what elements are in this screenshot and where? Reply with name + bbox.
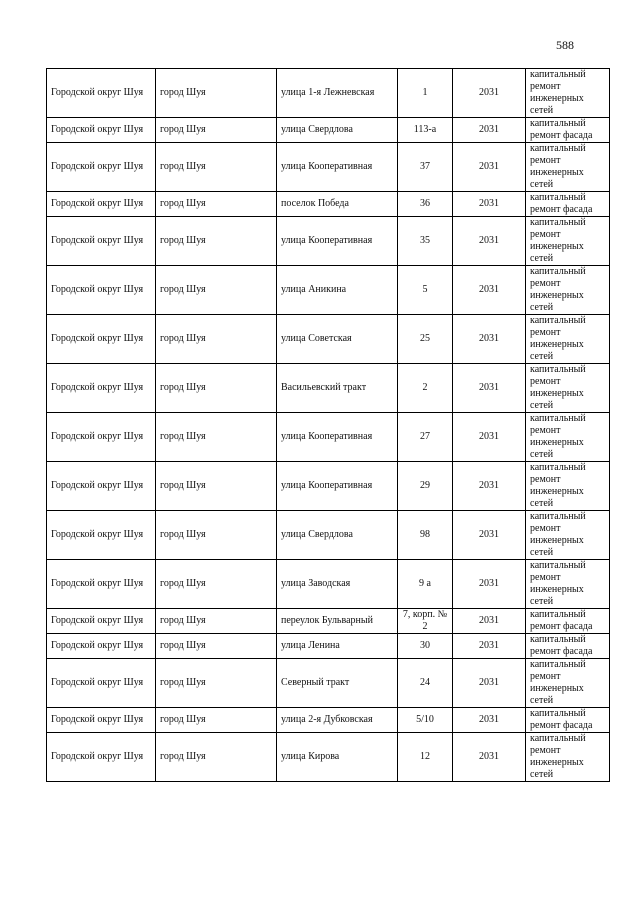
cell-okrug: Городской округ Шуя <box>47 118 156 143</box>
cell-work: капитальный ремонт фасада <box>526 634 610 659</box>
table-row <box>47 315 610 364</box>
cell-street: улица Кооперативная <box>277 143 398 192</box>
cell-okrug: Городской округ Шуя <box>47 462 156 511</box>
cell-city: город Шуя <box>156 192 277 217</box>
cell-house: 5/10 <box>398 708 453 733</box>
cell-city: город Шуя <box>156 708 277 733</box>
table-row <box>47 634 610 659</box>
cell-okrug: Городской округ Шуя <box>47 364 156 413</box>
cell-okrug: Городской округ Шуя <box>47 217 156 266</box>
cell-city: город Шуя <box>156 217 277 266</box>
cell-year: 2031 <box>453 192 526 217</box>
cell-okrug: Городской округ Шуя <box>47 69 156 118</box>
cell-work: капитальный ремонт инженерных сетей <box>526 143 610 192</box>
cell-year: 2031 <box>453 634 526 659</box>
table-row <box>47 462 610 511</box>
cell-house: 29 <box>398 462 453 511</box>
table-row <box>47 609 610 634</box>
table-row <box>47 364 610 413</box>
cell-okrug: Городской округ Шуя <box>47 708 156 733</box>
cell-street: Васильевский тракт <box>277 364 398 413</box>
cell-house: 5 <box>398 266 453 315</box>
cell-okrug: Городской округ Шуя <box>47 511 156 560</box>
cell-year: 2031 <box>453 413 526 462</box>
cell-city: город Шуя <box>156 266 277 315</box>
cell-street: улица 1-я Лежневская <box>277 69 398 118</box>
cell-house: 2 <box>398 364 453 413</box>
cell-work: капитальный ремонт фасада <box>526 192 610 217</box>
cell-work: капитальный ремонт инженерных сетей <box>526 69 610 118</box>
cell-house: 24 <box>398 659 453 708</box>
cell-okrug: Городской округ Шуя <box>47 560 156 609</box>
cell-house: 113-а <box>398 118 453 143</box>
table-row <box>47 659 610 708</box>
cell-street: улица Советская <box>277 315 398 364</box>
cell-year: 2031 <box>453 217 526 266</box>
cell-year: 2031 <box>453 659 526 708</box>
cell-year: 2031 <box>453 511 526 560</box>
cell-city: город Шуя <box>156 733 277 782</box>
cell-city: город Шуя <box>156 143 277 192</box>
cell-city: город Шуя <box>156 364 277 413</box>
cell-work: капитальный ремонт инженерных сетей <box>526 511 610 560</box>
cell-house: 98 <box>398 511 453 560</box>
cell-okrug: Городской округ Шуя <box>47 733 156 782</box>
cell-okrug: Городской округ Шуя <box>47 266 156 315</box>
cell-street: улица Ленина <box>277 634 398 659</box>
cell-street: переулок Бульварный <box>277 609 398 634</box>
cell-work: капитальный ремонт фасада <box>526 708 610 733</box>
cell-work: капитальный ремонт инженерных сетей <box>526 217 610 266</box>
cell-work: капитальный ремонт инженерных сетей <box>526 413 610 462</box>
cell-house: 25 <box>398 315 453 364</box>
cell-city: город Шуя <box>156 118 277 143</box>
cell-okrug: Городской округ Шуя <box>47 634 156 659</box>
table-row <box>47 143 610 192</box>
cell-year: 2031 <box>453 143 526 192</box>
cell-year: 2031 <box>453 708 526 733</box>
table-row <box>47 217 610 266</box>
table-row <box>47 708 610 733</box>
page-number: 588 <box>556 38 574 52</box>
cell-okrug: Городской округ Шуя <box>47 609 156 634</box>
cell-year: 2031 <box>453 69 526 118</box>
cell-street: улица Кооперативная <box>277 217 398 266</box>
cell-street: улица Свердлова <box>277 511 398 560</box>
cell-street: улица Заводская <box>277 560 398 609</box>
cell-work: капитальный ремонт инженерных сетей <box>526 266 610 315</box>
cell-house: 35 <box>398 217 453 266</box>
cell-okrug: Городской округ Шуя <box>47 192 156 217</box>
cell-year: 2031 <box>453 364 526 413</box>
cell-street: улица Кооперативная <box>277 413 398 462</box>
cell-street: поселок Победа <box>277 192 398 217</box>
cell-street: улица Кирова <box>277 733 398 782</box>
cell-year: 2031 <box>453 462 526 511</box>
cell-city: город Шуя <box>156 659 277 708</box>
cell-okrug: Городской округ Шуя <box>47 315 156 364</box>
table-row <box>47 118 610 143</box>
cell-okrug: Городской округ Шуя <box>47 143 156 192</box>
cell-year: 2031 <box>453 118 526 143</box>
table-row <box>47 511 610 560</box>
cell-work: капитальный ремонт инженерных сетей <box>526 315 610 364</box>
cell-house: 30 <box>398 634 453 659</box>
cell-house: 36 <box>398 192 453 217</box>
cell-city: город Шуя <box>156 609 277 634</box>
cell-house: 9 а <box>398 560 453 609</box>
table-row <box>47 69 610 118</box>
cell-year: 2031 <box>453 560 526 609</box>
cell-work: капитальный ремонт инженерных сетей <box>526 733 610 782</box>
cell-year: 2031 <box>453 733 526 782</box>
cell-street: улица Кооперативная <box>277 462 398 511</box>
cell-street: улица Свердлова <box>277 118 398 143</box>
cell-street: улица 2-я Дубковская <box>277 708 398 733</box>
cell-work: капитальный ремонт инженерных сетей <box>526 560 610 609</box>
table-row <box>47 560 610 609</box>
cell-work: капитальный ремонт инженерных сетей <box>526 462 610 511</box>
table-row <box>47 733 610 782</box>
registry-table <box>46 68 610 782</box>
cell-house: 1 <box>398 69 453 118</box>
cell-work: капитальный ремонт фасада <box>526 118 610 143</box>
table-row <box>47 192 610 217</box>
cell-city: город Шуя <box>156 315 277 364</box>
cell-city: город Шуя <box>156 560 277 609</box>
cell-city: город Шуя <box>156 413 277 462</box>
cell-okrug: Городской округ Шуя <box>47 659 156 708</box>
registry-table-body <box>47 69 610 782</box>
cell-work: капитальный ремонт инженерных сетей <box>526 659 610 708</box>
table-row <box>47 413 610 462</box>
cell-city: город Шуя <box>156 462 277 511</box>
cell-year: 2031 <box>453 609 526 634</box>
cell-city: город Шуя <box>156 634 277 659</box>
cell-house: 37 <box>398 143 453 192</box>
table-row <box>47 266 610 315</box>
cell-street: улица Аникина <box>277 266 398 315</box>
cell-street: Северный тракт <box>277 659 398 708</box>
cell-year: 2031 <box>453 315 526 364</box>
cell-work: капитальный ремонт фасада <box>526 609 610 634</box>
cell-okrug: Городской округ Шуя <box>47 413 156 462</box>
cell-house: 27 <box>398 413 453 462</box>
cell-house: 7, корп. № 2 <box>398 609 453 634</box>
cell-work: капитальный ремонт инженерных сетей <box>526 364 610 413</box>
cell-city: город Шуя <box>156 511 277 560</box>
cell-house: 12 <box>398 733 453 782</box>
cell-city: город Шуя <box>156 69 277 118</box>
cell-year: 2031 <box>453 266 526 315</box>
